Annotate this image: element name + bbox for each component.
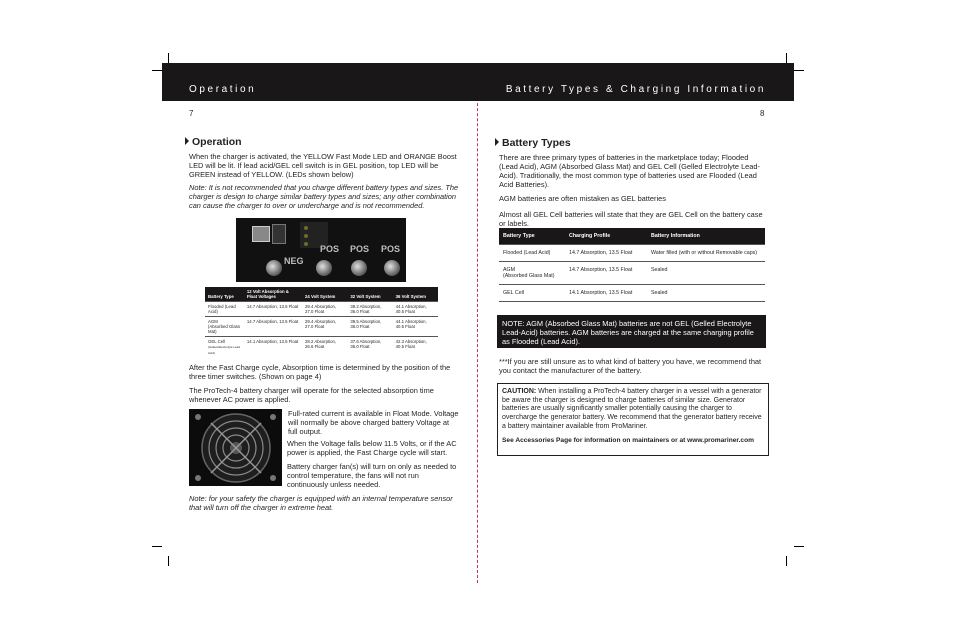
column-header: Charging Profile: [565, 228, 647, 245]
table-cell: 14.7 Absorption, 13.5 Float: [565, 245, 647, 262]
crop-mark: [794, 70, 804, 71]
terminal-knob: [384, 260, 400, 276]
crop-mark: [168, 556, 169, 566]
battery-type-name: Flooded (Lead Acid): [208, 304, 236, 314]
table-cell: 44.1 Absorption, 40.5 Float: [393, 317, 438, 337]
table-cell: 28.2 Absorption, 26.6 Float: [302, 337, 347, 359]
column-header: Battery Information: [647, 228, 765, 245]
operation-intro: When the charger is activated, the YELLOW Fast Mode LED and ORANGE Boost LED will be lit. If lead acid/GEL cell switch is in GEL position, top LED will be GREEN instead of YELLOW. (LEDs shown below): [189, 152, 457, 179]
voltage-table-header-row: [205, 287, 438, 302]
table-row: [499, 285, 765, 302]
battery-type-name: GEL Cell: [208, 339, 226, 344]
table-row: [499, 262, 765, 285]
led-icon: [304, 234, 308, 238]
left-page-number: 7: [189, 109, 194, 118]
table-row: [205, 317, 438, 337]
float-mode-text: Full-rated current is available in Float Mode. Voltage will normally be above charged battery Voltage at full output.: [288, 409, 459, 436]
pos-terminal-label: POS: [350, 244, 370, 254]
table-cell: 14.7 Absorption, 13.5 Float: [244, 317, 302, 337]
absorption-time-text: After the Fast Charge cycle, Absorption time is determined by the position of the three timer switches. (Shown on page 4): [189, 363, 451, 381]
battery-type-name: Flooded (Lead Acid): [503, 250, 551, 256]
crop-mark: [786, 53, 787, 63]
column-header: 32 Volt System: [347, 287, 392, 302]
pos-terminal-label: POS: [320, 244, 340, 254]
right-header-title: Battery Types & Charging Information: [505, 84, 766, 95]
protech-operation-text: The ProTech-4 battery charger will operate for the selected absorption time whenever AC power is applied.: [189, 386, 434, 404]
table-cell: Water filled (with or without Removable caps): [647, 245, 765, 262]
table-cell: 29.4 Absorption, 27.0 Float: [302, 317, 347, 337]
pos-terminal-label: POS: [381, 244, 401, 254]
column-header: Battery Type: [205, 287, 244, 302]
battery-type-name: AGM: [208, 319, 218, 324]
neg-terminal-label: NEG: [284, 256, 304, 266]
battery-type-subtitle: (Absorbed Glass Mat): [503, 273, 555, 279]
battery-type-cell: [499, 245, 565, 262]
battery-type-cell: [205, 337, 244, 359]
timer-switch: [252, 226, 270, 242]
agm-note-box: NOTE: AGM (Absorbed Glass Mat) batteries are not GEL (Gelled Electrolyte Lead-Acid) batteries. AGM batteries are charged at the same charging profile as Flooded (Lead Acid).: [497, 315, 766, 348]
crop-mark: [168, 53, 169, 63]
caution-text: When installing a ProTech-4 battery charger in a vessel with a generator be aware the charger is designed to charge batteries of similar size. Generator batteries are usually significantly smaller potentially causing the charger to overcharge the generator battery. We recommend that the generator battery receive a battery maintainer available from ProMariner.: [502, 388, 762, 430]
fan-icon: [189, 409, 282, 486]
column-header: 12 Volt Absorption & Float Voltages: [244, 287, 302, 302]
crop-mark: [794, 546, 804, 547]
safety-note: Note: for your safety the charger is equipped with an internal temperature sensor that will turn off the charger in extreme heat.: [189, 494, 453, 512]
crop-mark: [152, 70, 162, 71]
table-cell: 14.1 Absorption, 13.5 Float: [244, 337, 302, 359]
fan-photo: [189, 409, 282, 486]
battery-type-cell: [205, 302, 244, 317]
page-fold-line: [477, 63, 478, 583]
battery-types-title-text: Battery Types: [502, 137, 571, 149]
bullet-triangle-icon: [495, 138, 499, 146]
agm-mistaken-text: AGM batteries are often mistaken as GEL batteries: [499, 194, 666, 203]
table-cell: 14.7 Absorption, 13.5 Float: [565, 262, 647, 285]
table-cell: 29.4 Absorption, 27.0 Float: [302, 302, 347, 317]
operation-section-title: [185, 136, 242, 148]
battery-types-section-title: [495, 137, 571, 149]
table-cell: 14.1 Absorption, 13.5 Float: [565, 285, 647, 302]
battery-type-subtitle: (Gelled Electrolyte Lead Acid): [208, 345, 241, 355]
terminal-knob: [351, 260, 367, 276]
battery-type-subtitle: (Absorbed Glass Mat): [208, 324, 241, 334]
table-cell: 44.1 Absorption, 40.5 Float: [393, 302, 438, 317]
right-page-number: 8: [760, 109, 765, 118]
right-header-bar: [478, 63, 794, 101]
table-cell: Sealed: [647, 262, 765, 285]
table-cell: Sealed: [647, 285, 765, 302]
column-header: Battery Type: [499, 228, 565, 245]
crop-mark: [786, 556, 787, 566]
battery-type-cell: [499, 262, 565, 285]
operation-title-text: Operation: [192, 136, 242, 148]
table-cell: 39.5 Absorption, 36.0 Float: [347, 317, 392, 337]
table-row: [499, 245, 765, 262]
voltage-table: [205, 287, 438, 358]
table-cell: 42.3 Absorption, 40.5 Float: [393, 337, 438, 359]
table-cell: 39.2 Absorption, 36.0 Float: [347, 302, 392, 317]
table-row: [205, 337, 438, 359]
charger-terminals-photo: [236, 218, 406, 282]
battery-type-name: AGM: [503, 267, 516, 273]
led-icon: [304, 242, 308, 246]
bullet-triangle-icon: [185, 137, 189, 145]
battery-types-table: [499, 228, 765, 302]
battery-type-cell: [499, 285, 565, 302]
left-header-title: Operation: [189, 84, 257, 95]
caution-box: [497, 383, 769, 456]
battery-type-cell: [205, 317, 244, 337]
accessories-text: See Accessories Page for information on maintainers or at www.promariner.com: [502, 436, 754, 444]
terminal-knob: [266, 260, 282, 276]
operation-note: Note: It is not recommended that you charge different battery types and sizes. The charger is design to charge similar battery types and sizes; any other combination can cause the charger to over or undercharge and is not recommended.: [189, 183, 459, 210]
gel-switch: [272, 224, 286, 244]
fast-charge-restart-text: When the Voltage falls below 11.5 Volts, or if the AC power is applied, the Fast Charge cycle will start.: [287, 439, 457, 457]
column-header: 36 Volt System: [393, 287, 438, 302]
fans-text: Battery charger fan(s) will turn on only as needed to control temperature, the fans will not run continuously unless needed.: [287, 462, 457, 489]
crop-mark: [152, 546, 162, 547]
led-icon: [304, 226, 308, 230]
battery-types-header-row: [499, 228, 765, 245]
gel-label-text: Almost all GEL Cell batteries will state that they are GEL Cell on the battery case or labels.: [499, 210, 763, 228]
column-header: 24 Volt System: [302, 287, 347, 302]
caution-label: CAUTION:: [502, 388, 537, 395]
unsure-text: ***If you are still unsure as to what kind of battery you have, we recommend that you contact the manufacturer of the battery.: [499, 357, 762, 375]
table-cell: 37.6 Absorption, 36.0 Float: [347, 337, 392, 359]
terminal-knob: [316, 260, 332, 276]
battery-types-intro: There are three primary types of batteries in the marketplace today; Flooded (Lead Acid), AGM (Absorbed Glass Mat) and GEL Cell (Gelled Electrolyte Lead-Acid). Traditionally, the most common type of batteries used are Flooded (Lead Acid Batteries).: [499, 153, 760, 189]
battery-type-name: GEL Cell: [503, 290, 524, 296]
table-cell: 14.7 Absorption, 13.5 Float: [244, 302, 302, 317]
left-header-bar: [162, 63, 478, 101]
table-row: [205, 302, 438, 317]
